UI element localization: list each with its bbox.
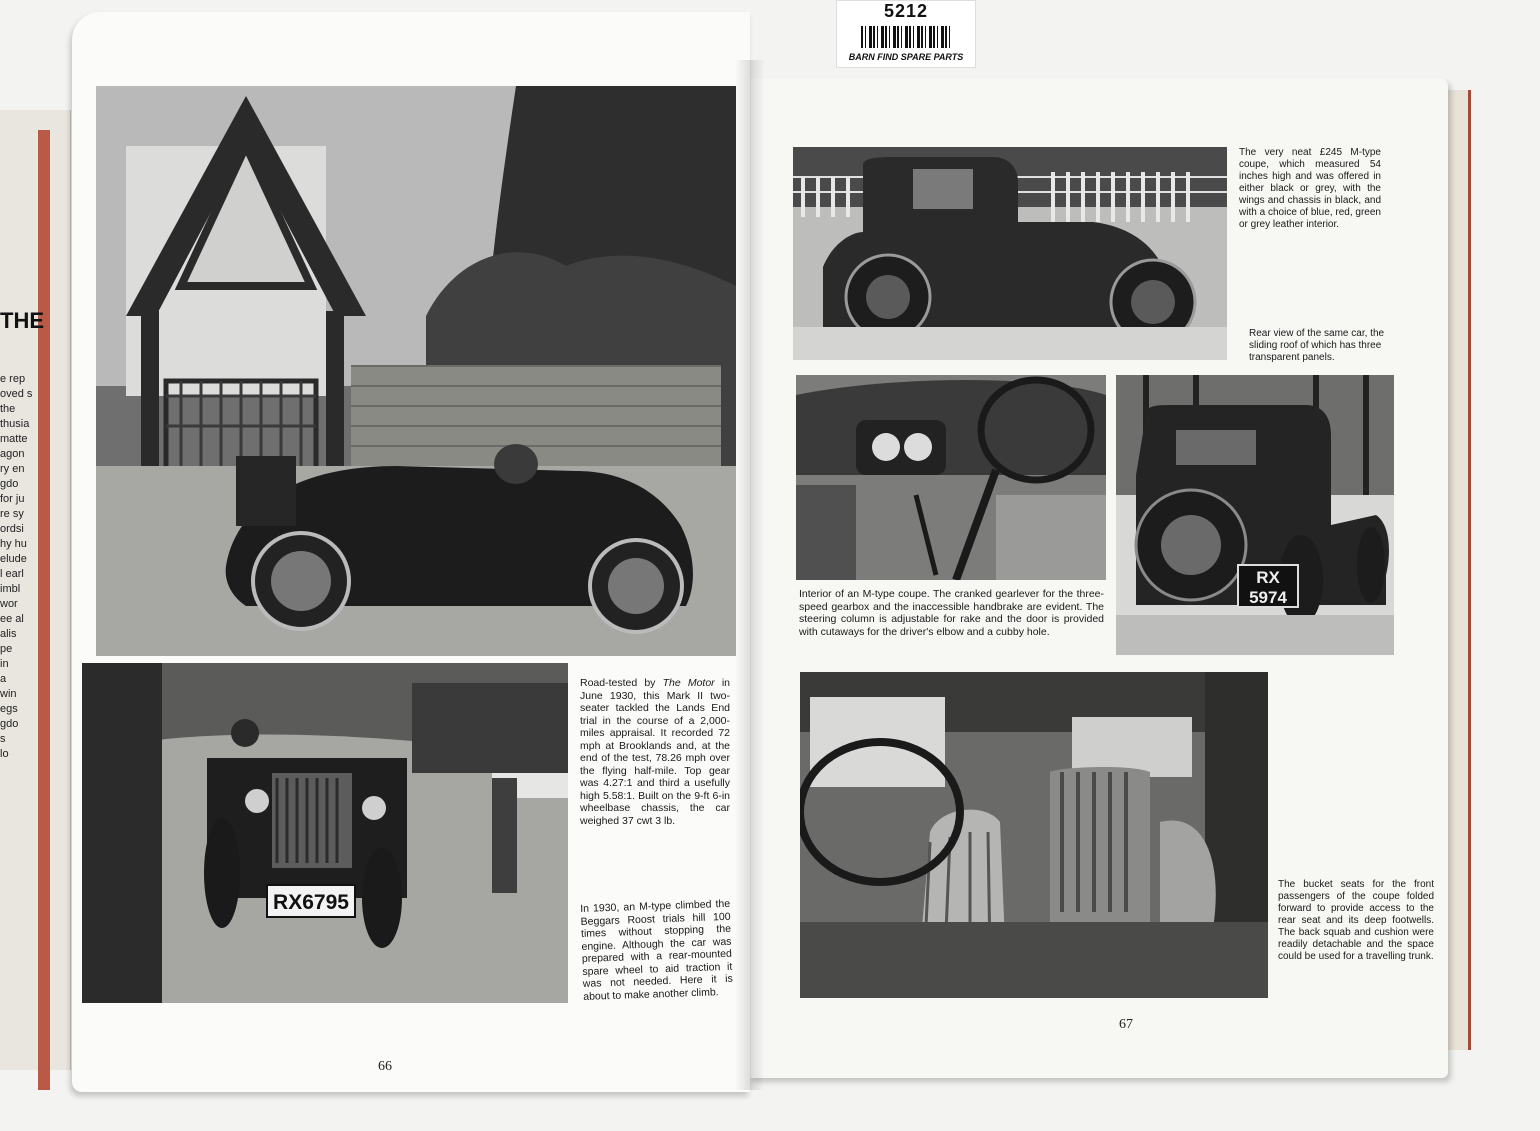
fragment-line: a	[0, 673, 7, 685]
fragment-line: gdo	[0, 478, 19, 490]
rear-plate-line2: 5974	[1249, 588, 1287, 607]
fragment-line: alis	[0, 628, 17, 640]
label-number: 5212	[883, 1, 929, 21]
fragment-line: egs	[0, 703, 18, 715]
photo-coupe-rear	[1116, 375, 1394, 655]
fragment-line: in	[0, 658, 9, 670]
caption-interior: Interior of an M-type coupe. The cranked gearlever for the three-speed gearbox and the inaccessible handbrake are evident. The steering column is adjustable for rake and the door is provided with cutaways for the driver's elbow and a cubby hole.	[799, 588, 1104, 638]
caption-road-test-rest: in June 1930, this Mark II two-seater tackled the Lands End trial in the course of a 2,000-miles appraisal. It recorded 72 mph at Brooklands and, at the end of the test, 78.26 mph over the flying half-mile. Top gear was 4.27:1 and third a usefully high 5.58:1. Built on the 9-ft 6-in wheelbase chassis, the car weighed 37 cwt 3 lb.	[580, 677, 730, 827]
fragment-line: e rep	[0, 373, 26, 385]
fragment-line: oved s	[0, 388, 33, 400]
caption-coupe: The very neat £245 M-type coupe, which measured 54 inches high and was offered in either black or grey, with the wings and chassis in black, and with a choice of blue, red, green or grey leather interior.	[1239, 147, 1381, 230]
caption-rear-view: Rear view of the same car, the sliding roof of which has three transparent panels.	[1249, 328, 1385, 363]
fragment-line: agon	[0, 448, 25, 460]
inventory-label	[836, 0, 976, 68]
caption-road-test-italic: The Motor	[662, 677, 715, 689]
label-text: BARN FIND SPARE PARTS	[848, 52, 964, 62]
fragment-line: ordsi	[0, 523, 24, 535]
fragment-line: s	[0, 733, 6, 745]
fragment-line: ee al	[0, 613, 24, 625]
fragment-text	[0, 372, 38, 762]
fragment-line: wor	[0, 598, 18, 610]
fragment-line: ry en	[0, 463, 25, 475]
fragment-line: pe	[0, 643, 13, 655]
fragment-line: hy hu	[0, 538, 27, 550]
barcode	[861, 26, 951, 48]
fragment-line: the	[0, 403, 16, 415]
fragment-line: gdo	[0, 718, 19, 730]
photo-coupe-interior-dash	[796, 375, 1106, 580]
photo-coupe-side	[793, 147, 1227, 360]
page-number-left: 66	[378, 1059, 392, 1074]
fragment-line: lo	[0, 748, 9, 760]
book-gutter	[735, 60, 765, 1090]
fragment-heading: THE	[0, 308, 44, 333]
fragment-line: for ju	[0, 493, 25, 505]
caption-road-test-prefix: Road-tested by	[580, 677, 663, 689]
rear-plate-line1: RX	[1256, 568, 1280, 587]
fragment-line: elude	[0, 553, 27, 565]
fragment-line: thusia	[0, 418, 30, 430]
book-cover-edge	[38, 130, 50, 1090]
background-book	[0, 110, 71, 1070]
fragment-line: matte	[0, 433, 28, 445]
fragment-line: l earl	[0, 568, 24, 580]
fragment-line: win	[0, 688, 17, 700]
photo-trials-car	[82, 663, 568, 1003]
caption-beggars-roost: In 1930, an M-type climbed the Beggars Roost trials hill 100 times without stopping the engine. Although the car was prepared with a rear-mounted spare wheel to aid traction it was not needed. Here it is about to make another climb.	[580, 897, 733, 1003]
fragment-line: re sy	[0, 508, 24, 520]
fragment-line: imbl	[0, 583, 21, 595]
photo-lychgate-two-seater	[96, 86, 736, 656]
page-number-right: 67	[1119, 1017, 1133, 1032]
caption-bucket-seats: The bucket seats for the front passengers of the coupe folded forward to provide access to the rear seat and its deep footwells. The back squab and cushion were readily detachable and the space could be used for a travelling trunk.	[1278, 879, 1434, 962]
photo-bucket-seats	[800, 672, 1268, 998]
trials-car-plate: RX6795	[273, 891, 349, 914]
caption-road-test	[580, 677, 730, 827]
